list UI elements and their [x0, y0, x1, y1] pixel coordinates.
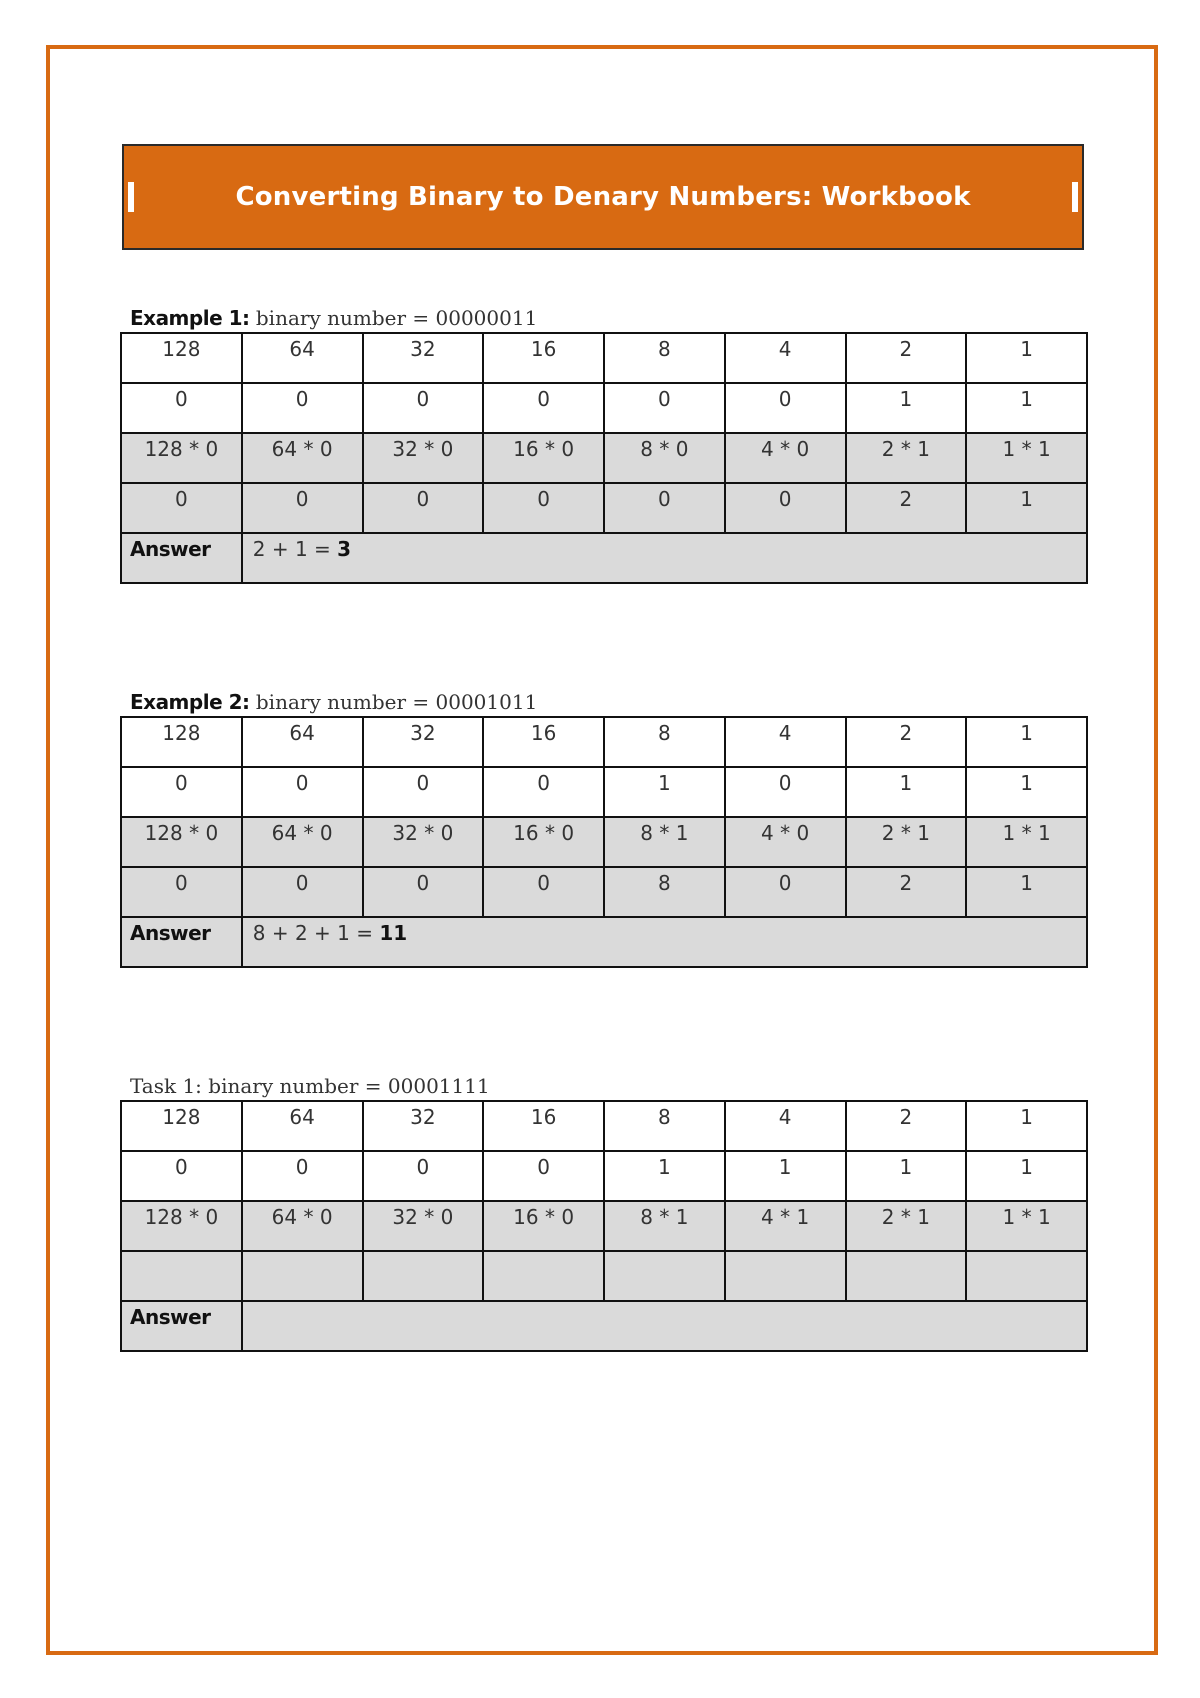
place-value-cell: 2: [846, 333, 967, 383]
bit-cell: 0: [242, 383, 363, 433]
product-cell: 128 * 0: [121, 817, 242, 867]
answer-result: 11: [379, 921, 408, 945]
product-cell: 64 * 0: [242, 817, 363, 867]
product-cell: 32 * 0: [363, 817, 484, 867]
caption-binary-number: binary number = 00001011: [249, 690, 538, 714]
place-value-cell: 64: [242, 717, 363, 767]
place-value-cell: 64: [242, 333, 363, 383]
bit-cell: 1: [966, 767, 1087, 817]
place-value-cell: 8: [604, 717, 725, 767]
result-cell: [966, 1251, 1087, 1301]
caption-binary-number: Task 1: binary number = 00001111: [130, 1074, 490, 1098]
place-value-cell: 1: [966, 717, 1087, 767]
place-value-cell: 128: [121, 717, 242, 767]
product-cell: 4 * 0: [725, 817, 846, 867]
caption-binary-number: binary number = 00000011: [249, 306, 538, 330]
product-cell: 1 * 1: [966, 817, 1087, 867]
product-row: [121, 1201, 1087, 1251]
caption-label-bold: Example 1:: [130, 306, 250, 330]
place-value-cell: 16: [483, 333, 604, 383]
result-cell: 0: [363, 483, 484, 533]
answer-row: [121, 1301, 1087, 1351]
place-value-cell: 16: [483, 717, 604, 767]
result-cell: 0: [483, 483, 604, 533]
place-value-cell: 4: [725, 1101, 846, 1151]
result-cell: 0: [725, 483, 846, 533]
example-1-section: [120, 304, 1088, 584]
product-row: [121, 817, 1087, 867]
conversion-table: [120, 716, 1088, 968]
answer-field: [242, 1301, 1087, 1351]
place-value-cell: 64: [242, 1101, 363, 1151]
bit-cell: 1: [604, 767, 725, 817]
product-cell: 32 * 0: [363, 1201, 484, 1251]
page-title: Converting Binary to Denary Numbers: Workbook: [235, 182, 971, 212]
place-value-cell: 2: [846, 717, 967, 767]
section-caption: [120, 688, 1088, 716]
place-value-cell: 128: [121, 333, 242, 383]
result-cell: [846, 1251, 967, 1301]
place-value-cell: 2: [846, 1101, 967, 1151]
caption-label-bold: Example 2:: [130, 690, 250, 714]
product-cell: 4 * 0: [725, 433, 846, 483]
product-cell: 2 * 1: [846, 1201, 967, 1251]
result-cell: 0: [725, 867, 846, 917]
bit-cell: 1: [604, 1151, 725, 1201]
bit-cell: 1: [846, 767, 967, 817]
bit-cell: 1: [846, 383, 967, 433]
product-cell: 128 * 0: [121, 1201, 242, 1251]
result-cell: [725, 1251, 846, 1301]
product-cell: 128 * 0: [121, 433, 242, 483]
bit-cell: 1: [966, 1151, 1087, 1201]
bit-cell: 0: [725, 383, 846, 433]
result-cell: 8: [604, 867, 725, 917]
product-cell: 8 * 1: [604, 817, 725, 867]
result-cell: [483, 1251, 604, 1301]
product-cell: 32 * 0: [363, 433, 484, 483]
place-value-cell: 128: [121, 1101, 242, 1151]
bit-cell: 0: [363, 767, 484, 817]
bit-cell: 1: [966, 383, 1087, 433]
bit-cell: 0: [363, 1151, 484, 1201]
result-row: [121, 867, 1087, 917]
product-cell: 64 * 0: [242, 433, 363, 483]
product-cell: 8 * 1: [604, 1201, 725, 1251]
title-banner: [122, 144, 1084, 250]
place-value-cell: 4: [725, 717, 846, 767]
banner-mark-right: [1072, 182, 1078, 212]
section-caption: [120, 304, 1088, 332]
answer-label: Answer: [121, 1301, 242, 1351]
bit-row: [121, 383, 1087, 433]
conversion-table: [120, 332, 1088, 584]
product-cell: 16 * 0: [483, 1201, 604, 1251]
bit-cell: 0: [121, 1151, 242, 1201]
result-cell: 2: [846, 483, 967, 533]
result-cell: [242, 1251, 363, 1301]
result-cell: 0: [121, 483, 242, 533]
place-value-cell: 8: [604, 1101, 725, 1151]
answer-expression: 2 + 1 =: [252, 537, 338, 561]
bit-cell: 0: [242, 1151, 363, 1201]
result-cell: [121, 1251, 242, 1301]
result-cell: 0: [604, 483, 725, 533]
result-cell: 0: [242, 867, 363, 917]
place-value-cell: 1: [966, 1101, 1087, 1151]
bit-cell: 0: [725, 767, 846, 817]
place-value-cell: 4: [725, 333, 846, 383]
place-value-row: [121, 717, 1087, 767]
place-value-cell: 32: [363, 1101, 484, 1151]
answer-label: Answer: [121, 533, 242, 583]
place-value-cell: 16: [483, 1101, 604, 1151]
product-cell: 16 * 0: [483, 433, 604, 483]
result-cell: [363, 1251, 484, 1301]
product-row: [121, 433, 1087, 483]
result-cell: 0: [121, 867, 242, 917]
answer-field: [242, 917, 1087, 967]
answer-result: 3: [337, 537, 352, 561]
result-cell: 0: [483, 867, 604, 917]
answer-label: Answer: [121, 917, 242, 967]
product-cell: 16 * 0: [483, 817, 604, 867]
banner-mark-left: [128, 182, 134, 212]
task-1-section: [120, 1072, 1088, 1352]
place-value-cell: 32: [363, 717, 484, 767]
bit-cell: 0: [121, 383, 242, 433]
product-cell: 2 * 1: [846, 817, 967, 867]
result-cell: 1: [966, 483, 1087, 533]
result-cell: 1: [966, 867, 1087, 917]
result-cell: 0: [242, 483, 363, 533]
place-value-cell: 32: [363, 333, 484, 383]
bit-cell: 0: [242, 767, 363, 817]
result-cell: [604, 1251, 725, 1301]
bit-cell: 0: [483, 767, 604, 817]
product-cell: 64 * 0: [242, 1201, 363, 1251]
bit-row: [121, 1151, 1087, 1201]
conversion-table: [120, 1100, 1088, 1352]
place-value-row: [121, 333, 1087, 383]
product-cell: 4 * 1: [725, 1201, 846, 1251]
product-cell: 1 * 1: [966, 433, 1087, 483]
bit-cell: 0: [604, 383, 725, 433]
result-cell: 0: [363, 867, 484, 917]
answer-field: [242, 533, 1087, 583]
place-value-row: [121, 1101, 1087, 1151]
answer-row: [121, 917, 1087, 967]
result-row: [121, 483, 1087, 533]
answer-expression: 8 + 2 + 1 =: [252, 921, 380, 945]
bit-cell: 0: [363, 383, 484, 433]
product-cell: 2 * 1: [846, 433, 967, 483]
answer-row: [121, 533, 1087, 583]
place-value-cell: 8: [604, 333, 725, 383]
result-row: [121, 1251, 1087, 1301]
bit-cell: 1: [846, 1151, 967, 1201]
bit-cell: 0: [121, 767, 242, 817]
result-cell: 2: [846, 867, 967, 917]
bit-cell: 0: [483, 1151, 604, 1201]
product-cell: 1 * 1: [966, 1201, 1087, 1251]
bit-cell: 1: [725, 1151, 846, 1201]
place-value-cell: 1: [966, 333, 1087, 383]
product-cell: 8 * 0: [604, 433, 725, 483]
bit-row: [121, 767, 1087, 817]
section-caption: [120, 1072, 1088, 1100]
bit-cell: 0: [483, 383, 604, 433]
example-2-section: [120, 688, 1088, 968]
